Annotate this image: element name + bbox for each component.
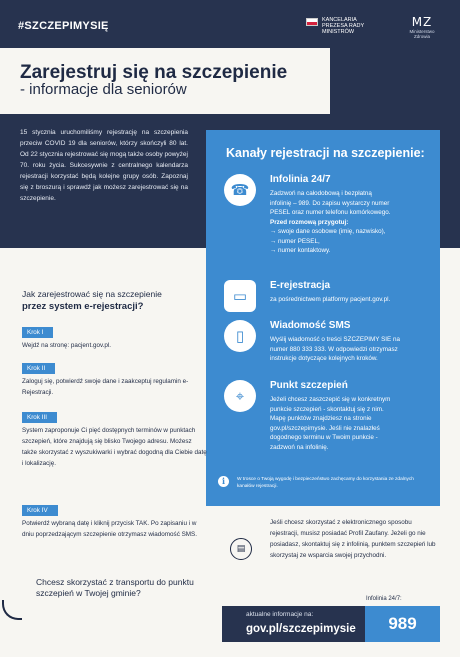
step-text: System zaproponuje Ci pięć dostępnych terminów w punktach szczepień, które znajdują się blisko Twojego adresu. Możesz także skorzystać z wyszukiwarki i wybrać dogodną dla Ciebie datę i lokalizację. [22, 427, 207, 467]
channel-line: numer 880 333 333. W odpowiedzi otrzymasz [270, 345, 398, 353]
curved-arrow-icon [2, 600, 22, 620]
step-tag: Krok III [22, 412, 57, 423]
channel-line: zadzwoń na infolinię. [270, 443, 329, 451]
channel-line: instrukcje dotyczące kolejnych kroków. [270, 355, 378, 362]
channels-panel [206, 130, 440, 506]
page-subtitle: - informacje dla seniorów [20, 81, 187, 98]
steps-question: Jak zarejestrować się na szczepienie [22, 289, 162, 299]
id-card-icon: ▤ [230, 538, 252, 560]
channel-line: gov.pl/szczepimysie. Jeśli nie znalazłeś [270, 424, 380, 432]
channel-heading: Punkt szczepień [270, 380, 348, 391]
channel-line: dogodnego terminu w Twoim punkcie - [270, 434, 378, 441]
smartphone-icon: ▯ [224, 320, 256, 352]
laptop-icon: ▭ [224, 280, 256, 312]
step-text: Zaloguj się, potwierdź swoje dane i zaakceptuj regulamin e-Rejestracji. [22, 378, 189, 396]
channel-line: infolinię – 989. Do zapisu wystarczy numer [270, 199, 390, 207]
channel-line: Przed rozmową przygotuj: [270, 218, 349, 226]
channel-heading: Wiadomość SMS [270, 320, 351, 331]
channel-line: Jeżeli chcesz zaszczepić się w konkretnym [270, 396, 391, 403]
channel-line: punkcie szczepień - skontaktuj się z nim. [270, 405, 384, 413]
channel-line: → numer kontaktowy. [270, 247, 331, 254]
steps-question-bold: przez system e-rejestracji? [22, 301, 144, 312]
channels-title: Kanały rejestracji na szczepienie: [226, 146, 425, 160]
step-tag: Krok IV [22, 505, 58, 516]
website-link[interactable]: gov.pl/szczepimysie [246, 623, 356, 635]
kprm-logo [306, 17, 374, 35]
channel-heading: Infolinia 24/7 [270, 174, 331, 185]
remote-note-text: W trosce o Twoją wygodę i bezpieczeństwo zachęcamy do korzystania ze zdalnych kanałów rejestracji. [237, 477, 414, 489]
hashtag: #SZCZEPIMYSIĘ [18, 20, 109, 32]
step-2 [22, 363, 208, 398]
page-title: Zarejestruj się na szczepienie [20, 62, 288, 83]
mz-logo-mark: MZ [411, 15, 433, 29]
flag-icon [306, 18, 318, 26]
mz-logo [402, 15, 442, 39]
step-tag: Krok I [22, 327, 53, 338]
info-icon: i [218, 476, 229, 487]
location-pin-icon: ⌖ [224, 380, 256, 412]
channel-heading: E-rejestracja [270, 280, 331, 291]
channel-line: PESEL oraz numer telefonu komórkowego. [270, 209, 391, 216]
channel-line: Wyślij wiadomość o treści SZCZEPIMY SIE na [270, 336, 400, 343]
channel-line: Mapę punktów znajdziesz na stronie [270, 415, 372, 422]
channel-point [224, 380, 434, 460]
channel-erejestracja [224, 280, 434, 314]
channel-line: Zadzwoń na całodobową i bezpłatną [270, 190, 372, 197]
channel-line: → numer PESEL, [270, 237, 320, 245]
infoline-label: Infolinia 24/7: [366, 596, 402, 602]
step-text: Wejdź na stronę: pacjent.gov.pl. [22, 342, 112, 349]
step-1 [22, 327, 208, 351]
remote-note [218, 476, 432, 490]
channel-phone [224, 174, 434, 274]
phone-icon: ☎ [224, 174, 256, 206]
step-3 [22, 412, 208, 469]
channel-line: za pośrednictwem platformy pacjent.gov.pl. [270, 296, 391, 303]
step-text: Potwierdź wybraną datę i kliknij przycisk TAK. Po zapisaniu i w dniu poprzedzającym szczepienie otrzymasz wiadomość SMS. [22, 520, 197, 538]
channel-line: → swoje dane osobowe (imię, nazwisko), [270, 228, 386, 235]
infoline-number: 989 [365, 606, 440, 642]
step-4 [22, 505, 208, 540]
website-caption: aktualne informacje na: [246, 611, 314, 618]
profile-text: Jeśli chcesz skorzystać z elektronicznego sposobu rejestracji, musisz posiadać Profil Zaufany. Jeżeli go nie posiadasz, skontaktuj się z infolinią, punktem szczepień lub skorzystaj ze wsparcia swojej przychodni. [270, 519, 436, 559]
transport-question: Chcesz skorzystać z transportu do punktu szczepień w Twojej gminie? [36, 577, 194, 598]
mz-logo-text: Ministerstwo Zdrowia [409, 29, 435, 39]
step-tag: Krok II [22, 363, 55, 374]
intro-text: 15 stycznia uruchomiliśmy rejestrację na szczepienia przeciw COVID 19 dla seniorów, którzy skończyli 80 lat. Od 22 stycznia rejestrować się mogą także osoby powyżej 70. roku życia. Sukcesywnie z centralnego kalendarza rejestracji korzystać będą kolejne grupy osób. Zapoznaj się z broszurą i sprawdź jak możesz zarejestrować się na szczepienie. [20, 129, 188, 202]
kprm-logo-text: KANCELARIA PREZESA RADY MINISTRÓW [322, 17, 365, 35]
channel-sms [224, 320, 434, 368]
steps-heading [22, 288, 202, 313]
